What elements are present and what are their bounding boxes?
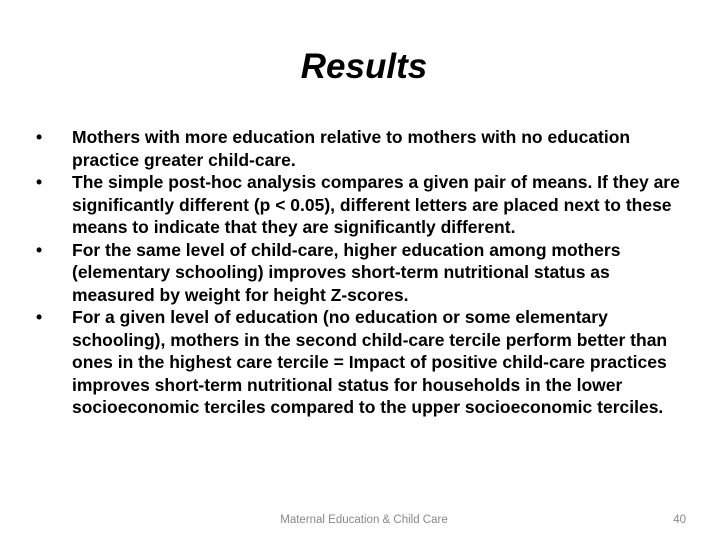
bullet-item bbox=[36, 239, 684, 307]
page-number: 40 bbox=[673, 514, 686, 526]
bullet-icon: • bbox=[36, 307, 43, 327]
bullet-text: The simple post-hoc analysis compares a given pair of means. If they are significantly different (p < 0.05), different letters are placed next to these means to indicate that they are significantly different. bbox=[72, 172, 680, 237]
slide-footer: Maternal Education & Child Care bbox=[280, 514, 448, 526]
bullet-item bbox=[36, 171, 684, 239]
bullet-item bbox=[36, 126, 684, 171]
bullet-icon: • bbox=[36, 127, 43, 147]
bullet-item bbox=[36, 306, 684, 419]
bullet-list bbox=[36, 126, 684, 419]
bullet-text: For the same level of child-care, higher education among mothers (elementary schooling) improves short-term nutritional status as measured by weight for height Z-scores. bbox=[72, 239, 621, 305]
bullet-text: For a given level of education (no education or some elementary schooling), mothers in the second child-care tercile perform better than ones in the highest care tercile = Impact of positive child-care practices improves short-term nutritional status for households in the lower socioeconomic terciles compared to the upper socioeconomic terciles. bbox=[72, 307, 668, 417]
bullet-icon: • bbox=[36, 172, 43, 192]
bullet-icon: • bbox=[36, 239, 43, 260]
bullet-text: Mothers with more education relative to mothers with no education practice greater child-care. bbox=[72, 127, 631, 170]
slide-title: Results bbox=[300, 47, 428, 86]
